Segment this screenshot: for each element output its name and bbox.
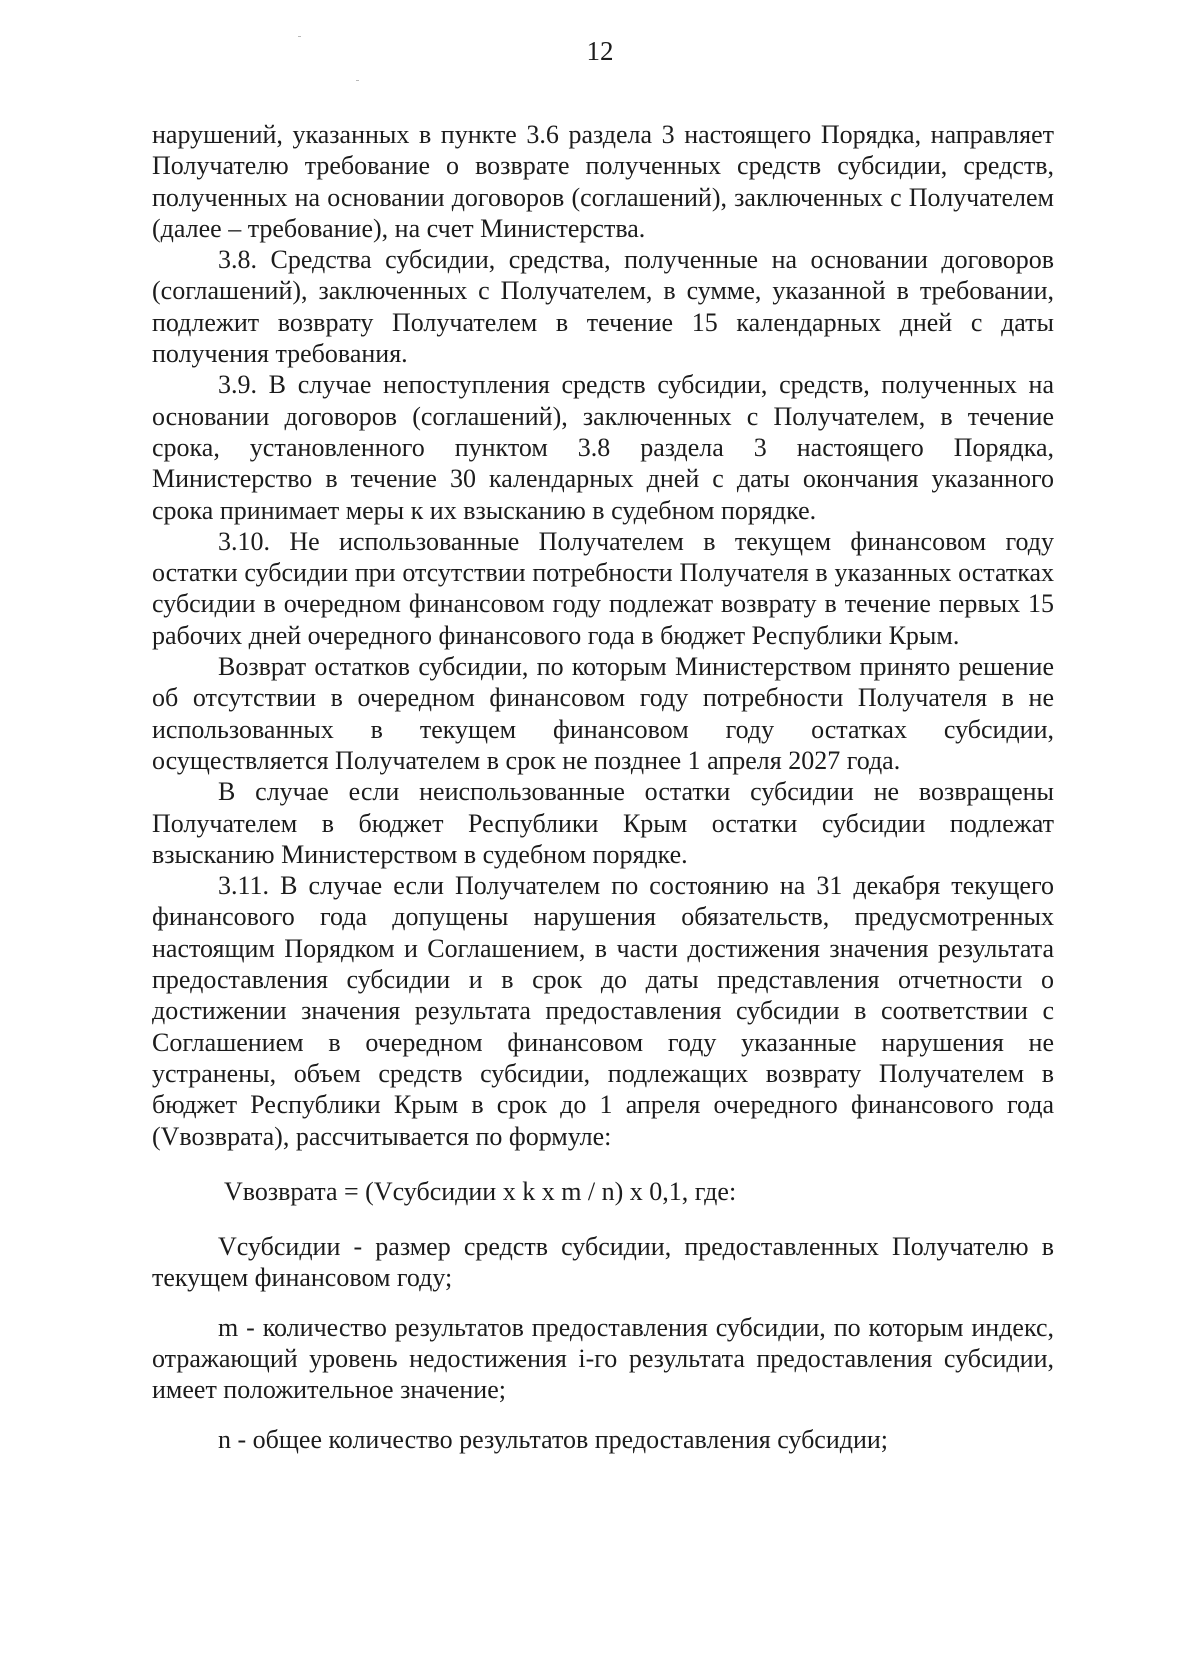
paragraph-3-11: 3.11. В случае если Получателем по состоянию на 31 декабря текущего финансового года допущены нарушения обязательств, предусмотренных настоящим Порядком и Соглашением, в части достижения значения результата предоставления субсидии и в срок до даты представления отчетности о достижении значения результата предоставления субсидии в соответствии с Соглашением в очередном финансовом году указанные нарушения не устранены, объем средств субсидии, подлежащих возврату Получателем в бюджет Республики Крым в срок до 1 апреля очередного финансового года (Vвозврата), рассчитывается по формуле:: [152, 871, 1054, 1151]
definition-m: m - количество результатов предоставления субсидии, по которым индекс, отражающий уровень недостижения i-го результата предоставления субсидии, имеет положительное значение;: [152, 1312, 1054, 1405]
paragraph-continuation: нарушений, указанных в пункте 3.6 раздела 3 настоящего Порядка, направляет Получателю требование о возврате полученных средств субсидии, средств, полученных на основании договоров (соглашений), заключенных с Получателем (далее – требование), на счет Министерства.: [152, 120, 1054, 243]
page-number: 12: [586, 36, 614, 66]
return-formula: Vвозврата = (Vсубсидии x k x m / n) x 0,1, где:: [224, 1176, 737, 1206]
definition-n: n - общее количество результатов предоставления субсидии;: [218, 1424, 889, 1454]
paragraph-not-returned: В случае если неиспользованные остатки субсидии не возвращены Получателем в бюджет Республики Крым остатки субсидии подлежат взысканию Министерством в судебном порядке.: [152, 777, 1054, 869]
paragraph-3-8: 3.8. Средства субсидии, средства, полученные на основании договоров (соглашений), заключенных с Получателем, в сумме, указанной в требовании, подлежит возврату Получателем в течение 15 календарных дней с даты получения требования.: [152, 245, 1054, 369]
paragraph-3-9: 3.9. В случае непоступления средств субсидии, средств, полученных на основании договоров (соглашений), заключенных с Получателем, в течение срока, установленного пунктом 3.8 раздела 3 настоящего Порядка, Министерство в течение 30 календарных дней с даты окончания указанного срока принимает меры к их взысканию в судебном порядке.: [152, 370, 1054, 525]
scan-speck: [356, 80, 359, 81]
paragraph-3-10: 3.10. Не использованные Получателем в текущем финансовом году остатки субсидии при отсутствии потребности Получателя в указанных остатках субсидии в очередном финансовом году подлежат возврату в течение первых 15 рабочих дней очередного финансового года в бюджет Республики Крым.: [152, 526, 1054, 650]
document-body: [152, 119, 1054, 1473]
scan-speck: [298, 36, 301, 37]
definition-vsubsidy: Vсубсидии - размер средств субсидии, предоставленных Получателю в текущем финансовом году;: [152, 1232, 1054, 1293]
paragraph-return-remainders: Возврат остатков субсидии, по которым Министерством принято решение об отсутствии в очередном финансовом году потребности Получателя в не использованных в текущем финансовом году остатках субсидии, осуществляется Получателем в срок не позднее 1 апреля 2027 года.: [152, 652, 1054, 775]
